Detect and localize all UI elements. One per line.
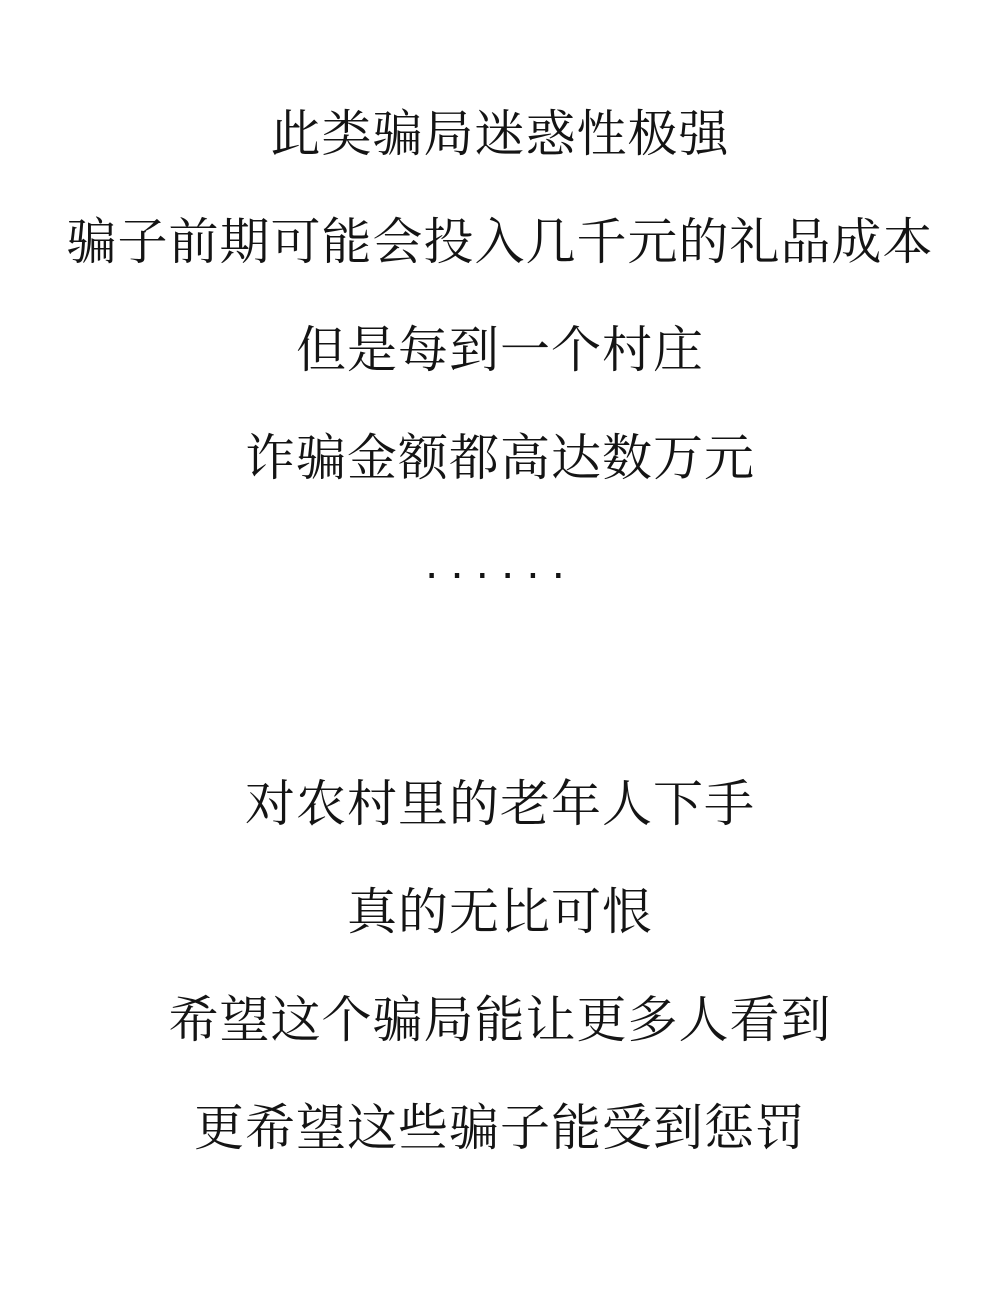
- paragraph-spacer: [20, 632, 980, 750]
- text-line: 对农村里的老年人下手: [245, 776, 755, 832]
- paragraph-block-one: [20, 80, 980, 512]
- ellipsis-line: ······: [424, 546, 576, 598]
- paragraph-block-two: [20, 750, 980, 1182]
- text-line: 诈骗金额都高达数万元: [245, 430, 755, 486]
- text-line: 骗子前期可能会投入几千元的礼品成本: [66, 214, 934, 270]
- text-line: 但是每到一个村庄: [296, 322, 704, 378]
- text-line: 此类骗局迷惑性极强: [270, 106, 730, 162]
- text-line: 更希望这些骗子能受到惩罚: [194, 1100, 806, 1156]
- text-line: 希望这个骗局能让更多人看到: [168, 992, 832, 1048]
- text-line: 真的无比可恨: [347, 884, 653, 940]
